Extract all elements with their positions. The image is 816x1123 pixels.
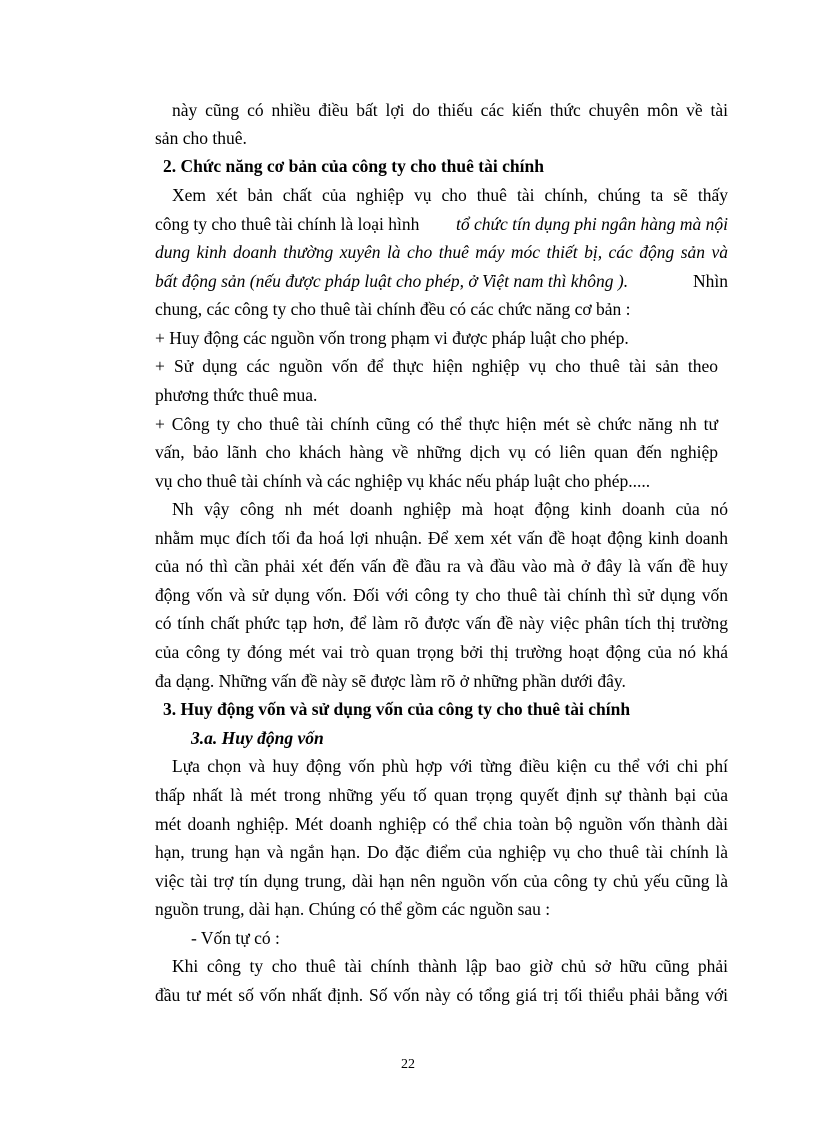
text-line: đa dạng. Những vấn đề này sẽ được làm rõ ở những phần dưới đây. bbox=[155, 671, 626, 691]
text-line: việc tài trợ tín dụng trung, dài hạn nên nguồn vốn của công ty chủ yếu cũng là bbox=[155, 871, 728, 891]
text-line: hạn, trung hạn và ngắn hạn. Do đặc điểm của nghiệp vụ cho thuê tài chính là bbox=[155, 842, 728, 862]
bullet-item: + Sử dụng các nguồn vốn để thực hiện nghiệp vụ cho thuê tài sản theo bbox=[155, 356, 718, 376]
text-line: của công ty đóng mét vai trò quan trọng bởi thị trường hoạt động của nó khá bbox=[155, 642, 728, 662]
subsection-heading: 3.a. Huy động vốn bbox=[191, 728, 324, 748]
text-line: phương thức thuê mua. bbox=[155, 385, 318, 405]
text-segment: Nhìn bbox=[693, 271, 728, 291]
text-line: của nó thì cần phải xét đến vấn đề đầu ra và đầu vào mà ở đây là vấn đề huy bbox=[155, 556, 728, 576]
text-line: thấp nhất là mét trong những yếu tố quan trọng quyết định sự thành bại của bbox=[155, 785, 728, 805]
text-line: động vốn và sử dụng vốn. Đối với công ty cho thuê tài chính thì sử dụng vốn bbox=[155, 585, 728, 605]
text-line: đầu tư mét số vốn nhất định. Số vốn này có tổng giá trị tối thiểu phải bằng với bbox=[155, 985, 728, 1005]
page-number: 22 bbox=[401, 1057, 415, 1072]
text-line: dung kinh doanh thường xuyên là cho thuê máy móc thiết bị, các động sản và bbox=[155, 242, 728, 262]
text-segment: công ty cho thuê tài chính là loại hình bbox=[155, 214, 420, 234]
bullet-item: + Huy động các nguồn vốn trong phạm vi được pháp luật cho phép. bbox=[155, 328, 629, 348]
section-heading: 2. Chức năng cơ bản của công ty cho thuê tài chính bbox=[163, 156, 544, 176]
text-line: này cũng có nhiều điều bất lợi do thiếu các kiến thức chuyên môn về tài bbox=[172, 100, 728, 120]
text-line: Khi công ty cho thuê tài chính thành lập bao giờ chủ sở hữu cũng phải bbox=[172, 956, 728, 976]
text-segment-italic: tổ chức tín dụng phi ngân hàng mà nội bbox=[455, 214, 728, 234]
list-item: - Vốn tự có : bbox=[191, 928, 280, 948]
text-line: Lựa chọn và huy động vốn phù hợp với từng điều kiện cu thể với chi phí bbox=[172, 756, 728, 776]
bullet-item: + Công ty cho thuê tài chính cũng có thể thực hiện mét sè chức năng nh tư bbox=[155, 414, 718, 434]
text-segment-italic: bất động sản (nếu được pháp luật cho phép, ở Việt nam thì không ). bbox=[155, 271, 629, 291]
text-line bbox=[155, 270, 728, 292]
text-line: chung, các công ty cho thuê tài chính đều có các chức năng cơ bản : bbox=[155, 299, 631, 319]
text-line: Xem xét bản chất của nghiệp vụ cho thuê tài chính, chúng ta sẽ thấy bbox=[172, 185, 728, 205]
text-line: sản cho thuê. bbox=[155, 128, 247, 148]
text-line: Nh vậy công nh mét doanh nghiệp mà hoạt động kinh doanh của nó bbox=[172, 499, 728, 519]
text-line: vấn, bảo lãnh cho khách hàng về những dịch vụ có liên quan đến nghiệp bbox=[155, 442, 718, 462]
section-heading: 3. Huy động vốn và sử dụng vốn của công ty cho thuê tài chính bbox=[163, 699, 631, 719]
text-line: nguồn trung, dài hạn. Chúng có thể gồm các nguồn sau : bbox=[155, 899, 551, 919]
text-line: vụ cho thuê tài chính và các nghiệp vụ khác nếu pháp luật cho phép..... bbox=[155, 471, 651, 491]
text-line bbox=[155, 213, 728, 235]
text-line: có tính chất phức tạp hơn, để làm rõ được vấn đề này việc phân tích thị trường bbox=[155, 613, 728, 633]
text-line: nhằm mục đích tối đa hoá lợi nhuận. Để xem xét vấn đề hoạt động kinh doanh bbox=[155, 528, 728, 548]
text-line: mét doanh nghiệp. Mét doanh nghiệp có thể chia toàn bộ nguồn vốn thành dài bbox=[155, 814, 728, 834]
